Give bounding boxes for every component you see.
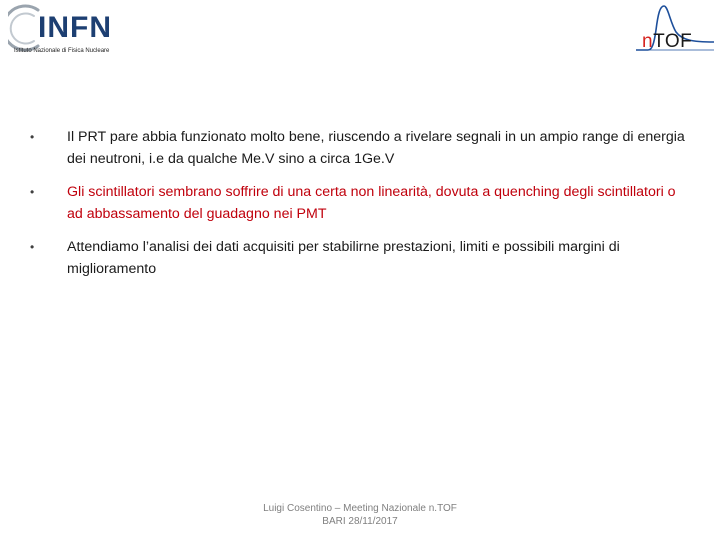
bullet-list <box>30 127 690 292</box>
footer-date: BARI 28/11/2017 <box>322 516 398 527</box>
infn-wordmark: INFN <box>38 11 112 44</box>
ntof-prefix: n <box>642 31 654 52</box>
bullet-marker: • <box>30 240 35 254</box>
bullet-item <box>30 182 690 225</box>
infn-logo <box>8 4 112 60</box>
ntof-suffix: TOF <box>653 31 693 52</box>
bullet-item <box>30 127 690 170</box>
bullet-marker: • <box>30 130 35 144</box>
bullet-marker: • <box>30 185 35 199</box>
ntof-logo <box>632 4 716 54</box>
ntof-wordmark <box>642 31 692 53</box>
footer-author: Luigi Cosentino – Meeting Nazionale n.TOF <box>263 503 457 514</box>
infn-subtitle: Istituto Nazionale di Fisica Nucleare <box>14 48 110 54</box>
slide-footer <box>200 502 520 528</box>
bullet-text: Il PRT pare abbia funzionato molto bene, riuscendo a rivelare segnali in un ampio range di energia dei neutroni, i.e da qualche Me.V sino a circa 1Ge.V <box>67 129 685 167</box>
bullet-text: Gli scintillatori sembrano soffrire di una certa non linearità, dovuta a quenching degli scintillatori o ad abbassamento del guadagno nei PMT <box>67 184 676 222</box>
bullet-text: Attendiamo l’analisi dei dati acquisiti per stabilirne prestazioni, limiti e possibili margini di miglioramento <box>67 239 620 277</box>
bullet-item <box>30 237 690 280</box>
